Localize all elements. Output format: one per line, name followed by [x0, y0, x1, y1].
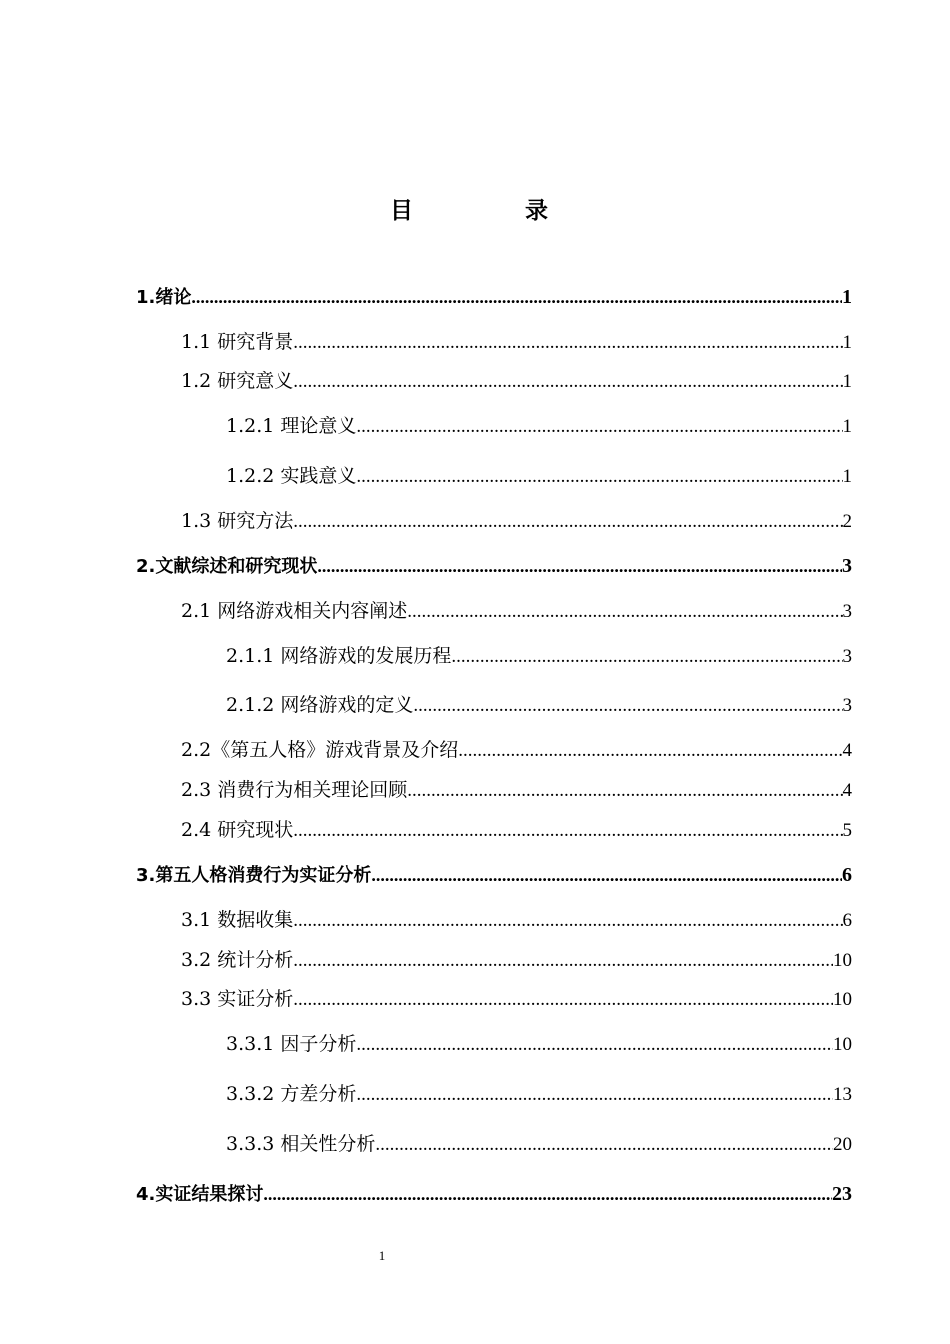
toc-leader — [407, 778, 842, 804]
toc-leader — [293, 818, 842, 844]
toc-label: 4.实证结果探讨 — [136, 1184, 264, 1205]
toc-leader — [371, 862, 842, 888]
toc-page-number: 6 — [842, 864, 852, 886]
toc-label: 1.2.1 理论意义 — [226, 415, 357, 437]
toc-leader — [356, 414, 842, 440]
toc-page-number: 1 — [842, 371, 852, 392]
toc-entry-2-1-2[interactable] — [226, 692, 852, 719]
toc-label: 1.1 研究背景 — [181, 331, 294, 353]
toc-leader — [407, 599, 842, 625]
toc-label: 1.绪论 — [136, 287, 192, 308]
toc-page-number: 10 — [833, 1034, 852, 1055]
toc-label: 3.3.1 因子分析 — [226, 1033, 357, 1055]
toc-leader — [317, 553, 842, 579]
toc-entry-3-1[interactable] — [181, 907, 852, 934]
toc-leader — [293, 987, 833, 1013]
toc-page-number: 10 — [833, 950, 852, 971]
toc-leader — [191, 284, 842, 310]
toc-leader — [293, 369, 842, 395]
toc-label: 2.2《第五人格》游戏背景及介绍 — [181, 739, 459, 761]
toc-leader — [375, 1132, 833, 1158]
toc-leader — [413, 693, 842, 719]
toc-page-number: 4 — [842, 740, 852, 761]
toc-page-number: 3 — [842, 555, 852, 577]
toc-label: 3.1 数据收集 — [181, 909, 294, 931]
toc-entry-1-2-2[interactable] — [226, 463, 852, 490]
toc-label: 3.2 统计分析 — [181, 949, 294, 971]
toc-page-number: 13 — [833, 1084, 852, 1105]
toc-entry-3-3-1[interactable] — [226, 1031, 852, 1058]
toc-leader — [356, 1082, 833, 1108]
toc-entry-2-1-1[interactable] — [226, 643, 852, 670]
toc-page-number: 4 — [842, 780, 852, 801]
toc-label: 2.1.2 网络游戏的定义 — [226, 694, 414, 716]
toc-label: 1.2 研究意义 — [181, 370, 294, 392]
toc-entry-4[interactable] — [136, 1181, 852, 1208]
toc-page-number: 1 — [842, 332, 852, 353]
toc-leader — [458, 738, 842, 764]
toc-page-number: 23 — [832, 1183, 852, 1205]
toc-label: 3.第五人格消费行为实证分析 — [136, 865, 372, 886]
toc-leader — [263, 1181, 832, 1207]
toc-entry-2-1[interactable] — [181, 598, 852, 625]
toc-leader — [356, 464, 842, 490]
toc-label: 1.2.2 实践意义 — [226, 465, 357, 487]
toc-leader — [293, 330, 842, 356]
toc-entry-3-2[interactable] — [181, 947, 852, 974]
toc-label: 3.3 实证分析 — [181, 988, 294, 1010]
toc-entry-3-3[interactable] — [181, 986, 852, 1013]
toc-page-number: 3 — [842, 695, 852, 716]
toc-page-number: 1 — [842, 416, 852, 437]
toc-label: 2.1.1 网络游戏的发展历程 — [226, 645, 452, 667]
toc-leader — [293, 948, 833, 974]
page-number-footer: 1 — [378, 1248, 386, 1263]
toc-label: 2.1 网络游戏相关内容阐述 — [181, 600, 408, 622]
page-title: 目 录 — [389, 198, 600, 224]
toc-entry-1-3[interactable] — [181, 508, 852, 535]
toc-entry-2-2[interactable] — [181, 737, 852, 764]
toc-label: 2.4 研究现状 — [181, 819, 294, 841]
toc-entry-1-2-1[interactable] — [226, 413, 852, 440]
toc-leader — [293, 908, 842, 934]
toc-entry-1[interactable] — [136, 284, 852, 311]
toc-entry-2-4[interactable] — [181, 817, 852, 844]
toc-entry-1-1[interactable] — [181, 329, 852, 356]
toc-label: 1.3 研究方法 — [181, 510, 294, 532]
toc-entry-3[interactable] — [136, 862, 852, 889]
toc-entry-3-3-2[interactable] — [226, 1081, 852, 1108]
toc-entry-1-2[interactable] — [181, 368, 852, 395]
toc-entry-2-3[interactable] — [181, 777, 852, 804]
toc-label: 2.文献综述和研究现状 — [136, 556, 318, 577]
toc-page-number: 10 — [833, 989, 852, 1010]
toc-label: 3.3.2 方差分析 — [226, 1083, 357, 1105]
toc-page-number: 20 — [833, 1134, 852, 1155]
toc-entry-2[interactable] — [136, 553, 852, 580]
toc-page-number: 5 — [842, 820, 852, 841]
toc-leader — [451, 644, 842, 670]
toc-label: 2.3 消费行为相关理论回顾 — [181, 779, 408, 801]
toc-page-number: 1 — [842, 466, 852, 487]
toc-leader — [356, 1032, 833, 1058]
toc-page-number: 1 — [842, 286, 852, 308]
toc-page-number: 6 — [842, 910, 852, 931]
toc-label: 3.3.3 相关性分析 — [226, 1133, 376, 1155]
toc-page-number: 3 — [842, 601, 852, 622]
toc-entry-3-3-3[interactable] — [226, 1131, 852, 1158]
toc-page-number: 2 — [842, 511, 852, 532]
toc-page-number: 3 — [842, 646, 852, 667]
toc-leader — [293, 509, 842, 535]
